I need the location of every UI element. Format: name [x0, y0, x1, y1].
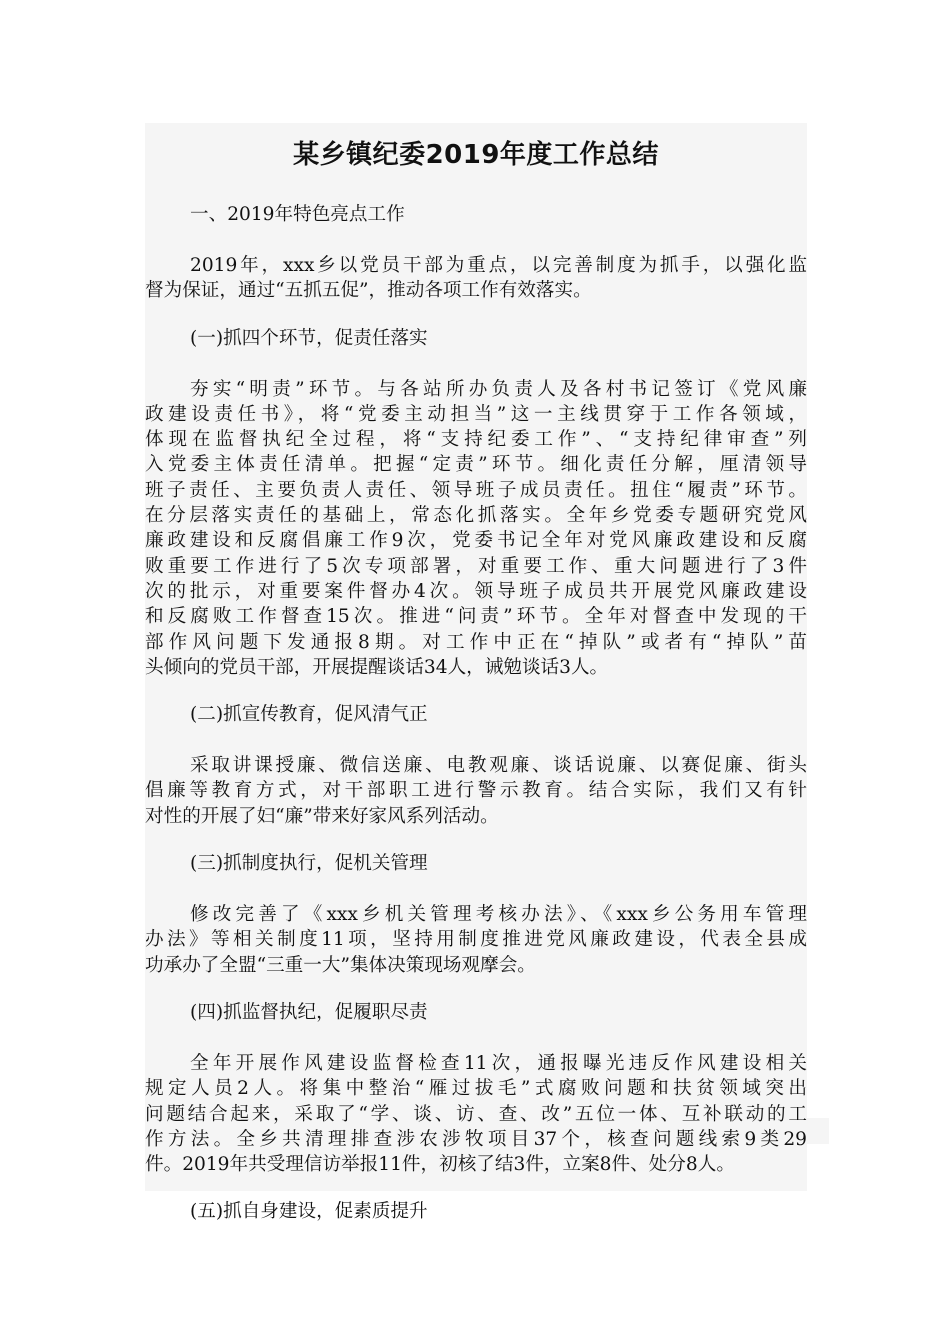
paragraph-line: 功承办了全盟“三重一大”集体决策现场观摩会。	[145, 954, 536, 976]
subsection-4-paragraph	[145, 1051, 807, 1177]
paragraph-line: 在分层落实责任的基础上，常态化抓落实。全年乡党委专题研究党风	[145, 505, 807, 527]
subsection-heading-5: (五)抓自身建设，促素质提升	[190, 1201, 428, 1223]
paragraph-line: 败重要工作进行了5次专项部署，对重要工作、重大问题进行了3件	[145, 555, 807, 577]
paragraph-line: 对性的开展了妇“廉”带来好家风系列活动。	[145, 805, 499, 827]
subsection-1-paragraph	[145, 377, 807, 681]
paragraph-line: 班子责任、主要负责人责任、领导班子成员责任。扭住“履责”环节。	[145, 479, 807, 501]
subsection-2-paragraph	[145, 753, 807, 829]
subsection-heading-4: (四)抓监督执纪，促履职尽责	[190, 1001, 428, 1023]
paragraph-line: 督为保证，通过“五抓五促”，推动各项工作有效落实。	[145, 280, 592, 302]
subsection-3-paragraph	[145, 902, 807, 978]
paragraph-line: 倡廉等教育方式，对干部职工进行警示教育。结合实际，我们又有针	[145, 780, 807, 802]
subsection-heading-1: (一)抓四个环节，促责任落实	[190, 327, 428, 349]
paragraph-line: 修改完善了《xxx乡机关管理考核办法》、《xxx乡公务用车管理	[190, 904, 807, 926]
subsection-heading-2: (二)抓宣传教育，促风清气正	[190, 704, 428, 726]
paragraph-line: 头倾向的党员干部，开展提醒谈话34人，诫勉谈话3人。	[145, 656, 609, 678]
paragraph-line: 2019年，xxx乡以党员干部为重点，以完善制度为抓手，以强化监	[190, 255, 807, 276]
paragraph-line: 件。2019年共受理信访举报11件，初核了结3件，立案8件、处分8人。	[145, 1154, 735, 1176]
paragraph-line: 廉政建设和反腐倡廉工作9次，党委书记全年对党风廉政建设和反腐	[145, 530, 807, 552]
paragraph-line: 部作风问题下发通报8期。对工作中正在“掉队”或者有“掉队”苗	[145, 631, 807, 653]
paragraph-line: 和反腐败工作督查15次。推进“问责”环节。全年对督查中发现的干	[145, 606, 807, 628]
paragraph-line: 夯实“明责”环节。与各站所办负责人及各村书记签订《党风廉	[190, 378, 807, 400]
paragraph-line: 政建设责任书》，将“党委主动担当”这一主线贯穿于工作各领域，	[145, 403, 807, 425]
subsection-heading-3: (三)抓制度执行，促机关管理	[190, 853, 428, 875]
paragraph-line: 入党委主体责任清单。把握“定责”环节。细化责任分解，厘清领导	[145, 454, 807, 476]
paragraph-line: 问题结合起来，采取了“学、谈、访、查、改”五位一体、互补联动的工	[145, 1103, 807, 1125]
paragraph-line: 作方法。全乡共清理排查涉农涉牧项目37个，核查问题线索9类29	[145, 1128, 807, 1150]
paragraph-line: 办法》等相关制度11项，坚持用制度推进党风廉政建设，代表全县成	[145, 929, 807, 951]
paragraph-line: 次的批示，对重要案件督办4次。领导班子成员共开展党风廉政建设	[145, 580, 807, 602]
paragraph-line: 规定人员2人。将集中整治“雁过拔毛”式腐败问题和扶贫领域突出	[145, 1078, 807, 1100]
document-body	[145, 123, 807, 1225]
intro-paragraph	[145, 253, 807, 304]
document-title: 某乡镇纪委2019年度工作总结	[293, 140, 659, 170]
paragraph-line: 全年开展作风建设监督检查11次，通报曝光违反作风建设相关	[190, 1052, 807, 1074]
document-background-tail	[807, 1118, 829, 1144]
paragraph-line: 体现在监督执纪全过程，将“支持纪委工作”、“支持纪律审查”列	[145, 429, 807, 451]
paragraph-line: 采取讲课授廉、微信送廉、电教观廉、谈话说廉、以赛促廉、街头	[190, 755, 807, 777]
section-heading-1: 一、2019年特色亮点工作	[190, 204, 405, 225]
